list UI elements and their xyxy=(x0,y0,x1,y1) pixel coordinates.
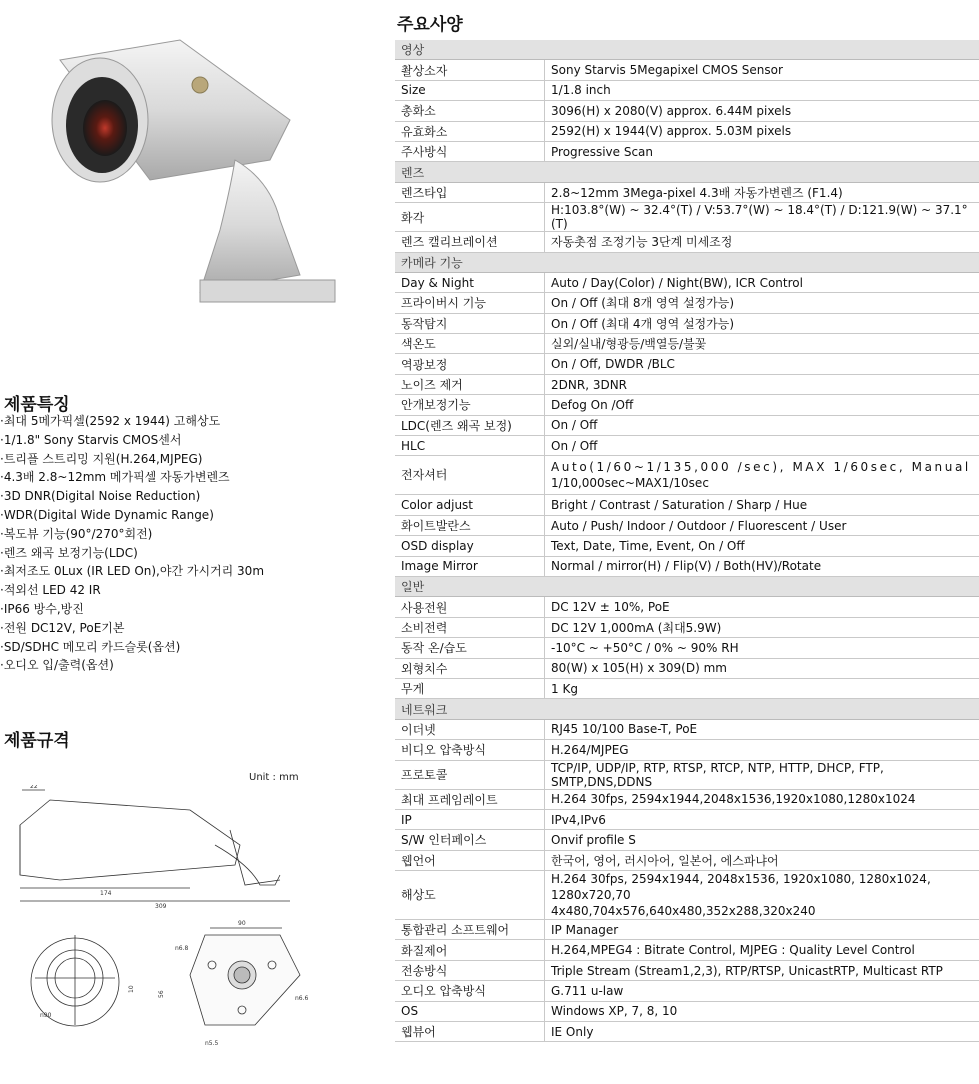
spec-section-row xyxy=(395,699,979,719)
spec-value-line: H:103.8°(W) ~ 32.4°(T) / V:53.7°(W) ~ 18.4°(T) / D:121.9(W) ~ 37.1°(T) xyxy=(551,203,968,232)
dim-10: 10 xyxy=(128,985,135,993)
spec-value-line: Onvif profile S xyxy=(551,832,636,847)
spec-value-line: 1 Kg xyxy=(551,681,578,696)
spec-value xyxy=(545,981,979,1001)
spec-value xyxy=(545,830,979,850)
spec-value xyxy=(545,920,979,940)
spec-row xyxy=(395,374,979,394)
spec-value xyxy=(545,374,979,394)
spec-section-row xyxy=(395,40,979,60)
spec-value-line: IPv4,IPv6 xyxy=(551,812,606,827)
spec-row xyxy=(395,597,979,617)
spec-value-line: Normal / mirror(H) / Flip(V) / Both(HV)/Rotate xyxy=(551,559,822,574)
spec-value xyxy=(545,203,979,232)
spec-value-line: Bright / Contrast / Saturation / Sharp / Hue xyxy=(551,498,808,513)
spec-key: IP xyxy=(395,809,545,829)
spec-value-line: 자동촛점 조정기능 3단계 미세조정 xyxy=(551,235,733,250)
spec-value-line: On / Off (최대 8개 영역 설정가능) xyxy=(551,296,735,311)
spec-value-line: Windows XP, 7, 8, 10 xyxy=(551,1004,678,1019)
spec-value-line: Defog On /Off xyxy=(551,397,634,412)
spec-row xyxy=(395,1022,979,1042)
dim-22: 22 xyxy=(30,785,38,790)
features-title: 제품특징 xyxy=(4,395,70,415)
spec-row xyxy=(395,809,979,829)
spec-value-line: -10°C ~ +50°C / 0% ~ 90% RH xyxy=(551,640,739,655)
spec-key: 프로토콜 xyxy=(395,760,545,789)
spec-row xyxy=(395,334,979,354)
spec-value-line: 1/10,000sec~MAX1/10sec xyxy=(551,476,709,491)
spec-value-line: Auto / Day(Color) / Night(BW), ICR Control xyxy=(551,275,803,290)
dim-309: 309 xyxy=(155,903,167,910)
spec-row xyxy=(395,871,979,920)
dim-n5-5: n5.5 xyxy=(205,1040,219,1047)
spec-section-row xyxy=(395,252,979,272)
spec-key: 오디오 압축방식 xyxy=(395,981,545,1001)
spec-row xyxy=(395,920,979,940)
spec-row xyxy=(395,232,979,252)
spec-value-line: Sony Starvis 5Megapixel CMOS Sensor xyxy=(551,63,783,78)
spec-value-line: 3096(H) x 2080(V) approx. 6.44M pixels xyxy=(551,103,792,118)
spec-key: 색온도 xyxy=(395,334,545,354)
spec-key: 웹뷰어 xyxy=(395,1022,545,1042)
feature-item: ·오디오 입/출력(옵션) xyxy=(0,658,114,673)
spec-key: 비디오 압축방식 xyxy=(395,740,545,760)
spec-row xyxy=(395,495,979,515)
spec-row xyxy=(395,313,979,333)
spec-value xyxy=(545,1022,979,1042)
spec-row xyxy=(395,272,979,292)
spec-value-line: Text, Date, Time, Event, On / Off xyxy=(551,538,745,553)
spec-key: 무게 xyxy=(395,678,545,698)
spec-row xyxy=(395,203,979,232)
spec-section-row xyxy=(395,576,979,596)
spec-row xyxy=(395,638,979,658)
spec-value xyxy=(545,456,979,495)
spec-value xyxy=(545,60,979,80)
spec-row xyxy=(395,395,979,415)
spec-value-line: DC 12V 1,000mA (최대5.9W) xyxy=(551,620,722,635)
spec-value xyxy=(545,495,979,515)
spec-value xyxy=(545,415,979,435)
spec-row xyxy=(395,60,979,80)
spec-key: 사용전원 xyxy=(395,597,545,617)
dim-n90: n90 xyxy=(40,1012,52,1019)
feature-item: ·3D DNR(Digital Noise Reduction) xyxy=(0,489,201,504)
spec-row xyxy=(395,141,979,161)
spec-row xyxy=(395,182,979,202)
spec-row xyxy=(395,456,979,495)
spec-key: 프라이버시 기능 xyxy=(395,293,545,313)
spec-value-line: G.711 u-law xyxy=(551,983,624,998)
spec-value-line: IE Only xyxy=(551,1024,594,1039)
spec-value xyxy=(545,760,979,789)
spec-value-line: H.264,MPEG4 : Bitrate Control, MJPEG : Quality Level Control xyxy=(551,943,915,958)
spec-table xyxy=(395,40,979,1042)
spec-section-label: 네트워크 xyxy=(395,699,979,719)
spec-row xyxy=(395,789,979,809)
feature-item: ·최저조도 0Lux (IR LED On),야간 가시거리 30m xyxy=(0,564,265,579)
spec-value xyxy=(545,960,979,980)
spec-value xyxy=(545,80,979,100)
spec-value-line: 한국어, 영어, 러시아어, 일본어, 에스파냐어 xyxy=(551,853,779,868)
spec-value xyxy=(545,436,979,456)
spec-row xyxy=(395,850,979,870)
spec-value xyxy=(545,354,979,374)
spec-value-line: 2DNR, 3DNR xyxy=(551,377,628,392)
spec-key: 화이트발란스 xyxy=(395,515,545,535)
feature-item: ·트리플 스트리밍 지원(H.264,MJPEG) xyxy=(0,451,203,466)
spec-key: 렌즈 캘리브레이션 xyxy=(395,232,545,252)
spec-value-line: 2.8~12mm 3Mega-pixel 4.3배 자동가변렌즈 (F1.4) xyxy=(551,185,843,200)
spec-row xyxy=(395,80,979,100)
spec-section-label: 렌즈 xyxy=(395,162,979,182)
spec-value xyxy=(545,809,979,829)
spec-value xyxy=(545,232,979,252)
spec-key: 촬상소자 xyxy=(395,60,545,80)
spec-value-line: Auto(1/60~1/135,000 /sec), MAX 1/60sec, Manual xyxy=(551,460,971,475)
spec-value-line: Triple Stream (Stream1,2,3), RTP/RTSP, UnicastRTP, Multicast RTP xyxy=(551,963,943,978)
spec-row xyxy=(395,436,979,456)
dim-n6-8: n6.8 xyxy=(175,945,189,952)
spec-key: 유효화소 xyxy=(395,121,545,141)
spec-value-line: On / Off xyxy=(551,418,598,433)
spec-value xyxy=(545,597,979,617)
spec-row xyxy=(395,740,979,760)
spec-row xyxy=(395,1001,979,1021)
dim-90: 90 xyxy=(238,920,246,927)
feature-item: ·최대 5메가픽셀(2592 x 1944) 고해상도 xyxy=(0,414,221,428)
feature-item: ·WDR(Digital Wide Dynamic Range) xyxy=(0,507,214,522)
spec-value-line: 실외/실내/형광등/백열등/불꽃 xyxy=(551,337,707,352)
spec-row xyxy=(395,415,979,435)
feature-item: ·SD/SDHC 메모리 카드슬롯(옵션) xyxy=(0,639,181,654)
spec-row xyxy=(395,678,979,698)
spec-value xyxy=(545,740,979,760)
spec-value-line: 2592(H) x 1944(V) approx. 5.03M pixels xyxy=(551,124,792,139)
spec-value xyxy=(545,556,979,576)
spec-value-line: TCP/IP, UDP/IP, RTP, RTSP, RTCP, NTP, HTTP, DHCP, FTP, SMTP,DNS,DDNS xyxy=(551,760,884,789)
spec-value-line: DC 12V ± 10%, PoE xyxy=(551,600,670,615)
spec-value xyxy=(545,272,979,292)
spec-section-label: 카메라 기능 xyxy=(395,252,979,272)
spec-key: 노이즈 제거 xyxy=(395,374,545,394)
spec-key: 외형치수 xyxy=(395,658,545,678)
spec-value-line: H.264 30fps, 2594x1944,2048x1536,1920x1080,1280x1024 xyxy=(551,792,916,807)
spec-key: 총화소 xyxy=(395,101,545,121)
spec-value-line: Progressive Scan xyxy=(551,144,654,159)
spec-row xyxy=(395,981,979,1001)
spec-value xyxy=(545,515,979,535)
spec-key: Image Mirror xyxy=(395,556,545,576)
spec-row xyxy=(395,121,979,141)
spec-key: OS xyxy=(395,1001,545,1021)
spec-row xyxy=(395,940,979,960)
spec-value xyxy=(545,789,979,809)
spec-value-line: Auto / Push/ Indoor / Outdoor / Fluorescent / User xyxy=(551,518,847,533)
spec-value xyxy=(545,678,979,698)
spec-value xyxy=(545,536,979,556)
spec-row xyxy=(395,760,979,789)
spec-value xyxy=(545,871,979,920)
spec-key: 안개보정기능 xyxy=(395,395,545,415)
spec-value xyxy=(545,1001,979,1021)
feature-item: ·1/1.8" Sony Starvis CMOS센서 xyxy=(0,432,182,447)
spec-value xyxy=(545,141,979,161)
spec-value xyxy=(545,293,979,313)
spec-row xyxy=(395,960,979,980)
spec-key: OSD display xyxy=(395,536,545,556)
spec-section-label: 영상 xyxy=(395,40,979,60)
spec-key: LDC(렌즈 왜곡 보정) xyxy=(395,415,545,435)
spec-value xyxy=(545,182,979,202)
spec-key: 최대 프레임레이트 xyxy=(395,789,545,809)
spec-row xyxy=(395,556,979,576)
camera-product-photo xyxy=(40,30,340,310)
spec-value-line: 1/1.8 inch xyxy=(551,83,611,98)
spec-value xyxy=(545,101,979,121)
dim-174: 174 xyxy=(100,890,112,897)
spec-value xyxy=(545,334,979,354)
spec-key: 이더넷 xyxy=(395,719,545,739)
spec-row xyxy=(395,536,979,556)
spec-key: 동작탐지 xyxy=(395,313,545,333)
spec-value xyxy=(545,850,979,870)
spec-value xyxy=(545,121,979,141)
spec-key: 해상도 xyxy=(395,871,545,920)
dimension-drawing xyxy=(0,785,330,1075)
spec-key: 화각 xyxy=(395,203,545,232)
dim-n6-6: n6.6 xyxy=(295,995,309,1002)
spec-value-line: IP Manager xyxy=(551,922,619,937)
spec-key: Day & Night xyxy=(395,272,545,292)
spec-key: 역광보정 xyxy=(395,354,545,374)
spec-value xyxy=(545,940,979,960)
spec-value xyxy=(545,719,979,739)
feature-item: ·렌즈 왜곡 보정기능(LDC) xyxy=(0,545,138,560)
spec-row xyxy=(395,658,979,678)
spec-value xyxy=(545,313,979,333)
feature-item: ·복도뷰 기능(90°/270°회전) xyxy=(0,526,153,541)
spec-key: 소비전력 xyxy=(395,617,545,637)
spec-key: Color adjust xyxy=(395,495,545,515)
spec-key: HLC xyxy=(395,436,545,456)
spec-value-line: H.264 30fps, 2594x1944, 2048x1536, 1920x1080, 1280x1024, 1280x720,70 xyxy=(551,872,931,903)
spec-key: Size xyxy=(395,80,545,100)
spec-key: 주사방식 xyxy=(395,141,545,161)
spec-value-line: 80(W) x 105(H) x 309(D) mm xyxy=(551,661,727,676)
spec-row xyxy=(395,830,979,850)
spec-row xyxy=(395,617,979,637)
feature-item: ·적외선 LED 42 IR xyxy=(0,583,101,598)
feature-item: ·4.3배 2.8~12mm 메가픽셀 자동가변렌즈 xyxy=(0,470,230,485)
spec-value-line: On / Off (최대 4개 영역 설정가능) xyxy=(551,316,735,331)
spec-key: 화질제어 xyxy=(395,940,545,960)
dimensions-title: 제품규격 xyxy=(4,731,70,751)
spec-key: 전송방식 xyxy=(395,960,545,980)
spec-value-line: H.264/MJPEG xyxy=(551,742,629,757)
spec-row xyxy=(395,515,979,535)
spec-value-line: On / Off, DWDR /BLC xyxy=(551,357,675,372)
spec-row xyxy=(395,354,979,374)
left-column xyxy=(0,0,390,1084)
spec-value xyxy=(545,638,979,658)
unit-label: Unit : mm xyxy=(249,772,299,783)
spec-value xyxy=(545,658,979,678)
spec-row xyxy=(395,101,979,121)
feature-item: ·전원 DC12V, PoE기본 xyxy=(0,620,125,635)
spec-value-line: RJ45 10/100 Base-T, PoE xyxy=(551,722,698,737)
feature-item: ·IP66 방수,방진 xyxy=(0,601,84,616)
spec-key: 전자셔터 xyxy=(395,456,545,495)
specs-title: 주요사양 xyxy=(397,15,463,35)
spec-section-row xyxy=(395,162,979,182)
spec-key: 통합관리 소프트웨어 xyxy=(395,920,545,940)
spec-value-line: 4x480,704x576,640x480,352x288,320x240 xyxy=(551,904,816,919)
spec-key: 웹언어 xyxy=(395,850,545,870)
spec-value xyxy=(545,617,979,637)
spec-row xyxy=(395,719,979,739)
spec-value-line: On / Off xyxy=(551,438,598,453)
spec-key: S/W 인터페이스 xyxy=(395,830,545,850)
features-list xyxy=(0,412,264,675)
spec-section-label: 일반 xyxy=(395,576,979,596)
spec-key: 동작 온/습도 xyxy=(395,638,545,658)
spec-row xyxy=(395,293,979,313)
dim-56: 56 xyxy=(158,990,165,998)
spec-key: 렌즈타입 xyxy=(395,182,545,202)
spec-value xyxy=(545,395,979,415)
